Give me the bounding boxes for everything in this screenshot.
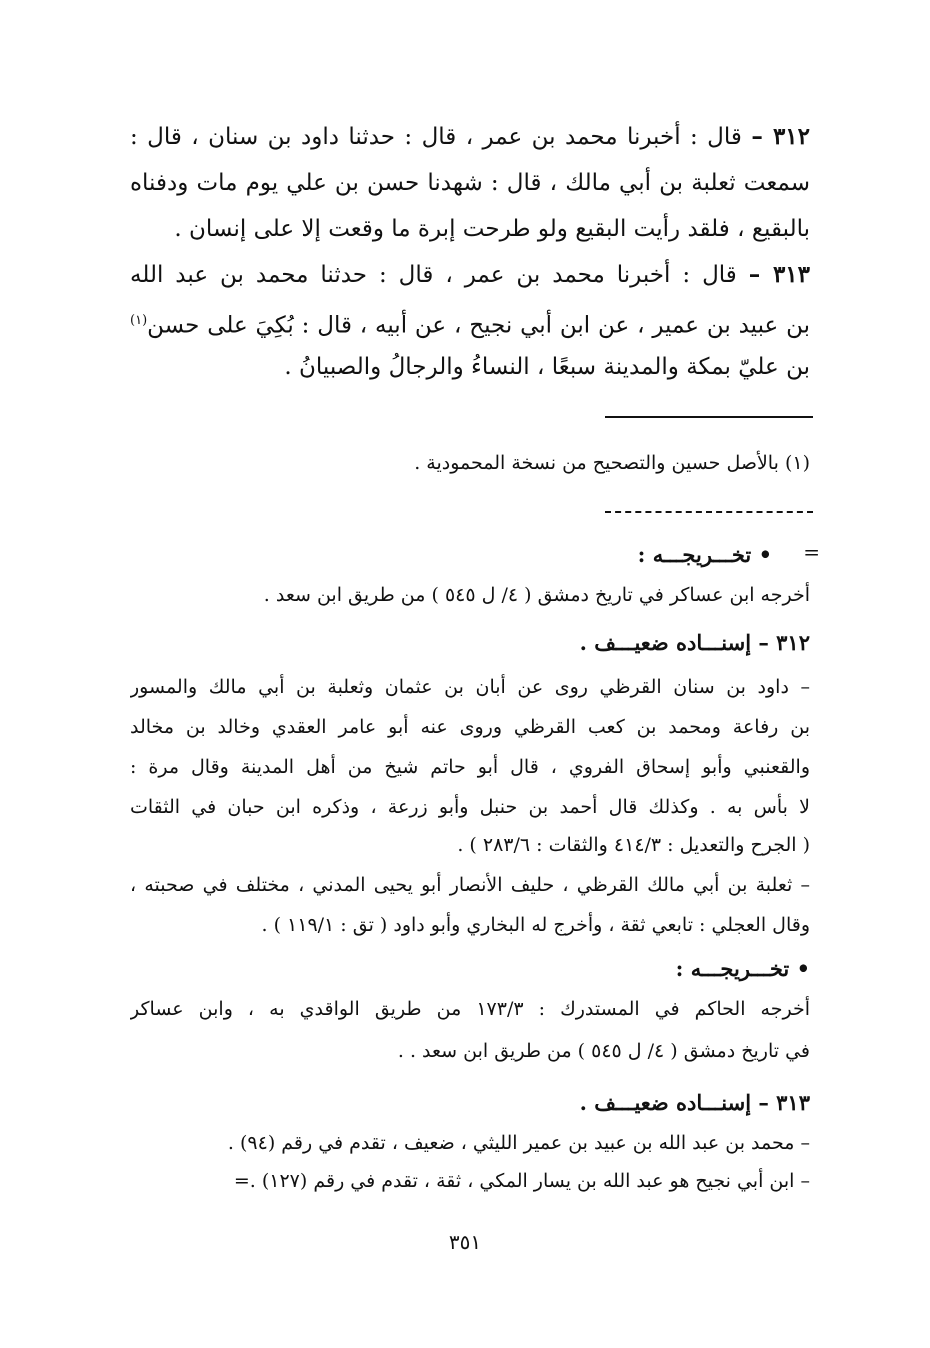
commentary-separator: [605, 511, 813, 513]
footnote-marker: (١): [784, 452, 810, 474]
takhrij-text-2-line-2: في تاريخ دمشق ( ٤/ ل ٥٤٥ ) من طريق ابن سعد . .: [397, 1040, 810, 1062]
footnote-separator: [605, 416, 813, 418]
footnote-reference[interactable]: (١): [130, 313, 148, 328]
hadith-313-line-1: [130, 258, 810, 292]
narrator-1-line-3: والقعنبي وأبو إسحاق الفروي ، قال أبو حاتم شيخ من أهل المدينة وقال مرة :: [130, 756, 810, 778]
narrator-4: – ابن أبي نجيح هو عبد الله بن يسار المكي ، ثقة ، تقدم في رقم (١٢٧) .=: [233, 1170, 810, 1192]
continuation-mark: =: [803, 540, 820, 564]
hadith-312-text-1: قال : أخبرنا محمد بن عمر ، قال : حدثنا داود بن سنان ، قال :: [130, 124, 742, 150]
page-number: ٣٥١: [448, 1230, 482, 1254]
takhrij-text-2-line-1: أخرجه الحاكم في المستدرك : ١٧٣/٣ من طريق الواقدي به ، وابن عساكر: [130, 998, 810, 1020]
footnote-text: بالأصل حسين والتصحيح من نسخة المحمودية .: [414, 452, 779, 474]
hadith-312-line-3: بالبقيع ، فلقد رأيت البقيع ولو طرحت إبرة ما وقعت إلا على إنسان .: [174, 216, 810, 242]
isnad-313-heading: ٣١٣ – إسنـــاده ضعيـــف .: [579, 1090, 810, 1115]
isnad-312-heading: ٣١٢ – إسنـــاده ضعيـــف .: [579, 630, 810, 655]
narrator-3: – محمد بن عبد الله بن عبيد بن عمير الليثي ، ضعيف ، تقدم في رقم (٩٤) .: [227, 1132, 810, 1154]
takhrij-heading-2: • تخـــريجـــه :: [675, 956, 810, 981]
hadith-312-number: ٣١٢ –: [751, 123, 810, 150]
narrator-2-line-1: – ثعلبة بن أبي مالك القرظي ، حليف الأنصار أبو يحيى المدني ، مختلف في صحبته ،: [130, 874, 810, 896]
hadith-313-number: ٣١٣ –: [748, 261, 810, 288]
narrator-1-line-4: لا بأس به . وكذلك قال أحمد بن حنبل وأبو زرعة ، وذكره ابن حبان في الثقات: [130, 796, 810, 818]
narrator-1-line-5: ( الجرح والتعديل : ٤١٤/٣ والثقات : ٢٨٣/٦ ) .: [457, 834, 810, 856]
narrator-1-line-1: – داود بن سنان القرظي روى عن أبان بن عثمان وثعلبة بن أبي مالك والمسور: [130, 676, 810, 698]
takhrij-heading-1: • تخـــريجـــه :: [637, 542, 772, 567]
hadith-313-text-1: قال : أخبرنا محمد بن عمر ، قال : حدثنا محمد بن عبد الله: [130, 262, 737, 288]
takhrij-text-1: أخرجه ابن عساكر في تاريخ دمشق ( ٤/ ل ٥٤٥ ) من طريق ابن سعد .: [263, 584, 810, 606]
narrator-1-line-2: بن رفاعة ومحمد بن كعب القرظي وروى عنه أبو عامر العقدي وخالد بن مخالد: [130, 716, 810, 738]
hadith-312-line-1: [130, 120, 810, 154]
footnote: [300, 448, 810, 478]
hadith-313-text-2: بن عبيد بن عمير ، عن ابن أبي نجيح ، عن أبيه ، قال : بُكِيَ على حسن: [147, 312, 810, 339]
narrator-2-line-2: وقال العجلي : تابعي ثقة ، وأخرج له البخاري وأبو داود ( تق : ١١٩/١ ) .: [261, 914, 810, 936]
hadith-313-line-3: بن عليّ بمكة والمدينة سبعًا ، النساءُ والرجالُ والصبيانُ .: [284, 354, 810, 380]
hadith-312-line-2: سمعت ثعلبة بن أبي مالك ، قال : شهدنا حسن بن علي يوم مات ودفناه: [130, 170, 810, 196]
hadith-313-line-2: [130, 304, 810, 343]
